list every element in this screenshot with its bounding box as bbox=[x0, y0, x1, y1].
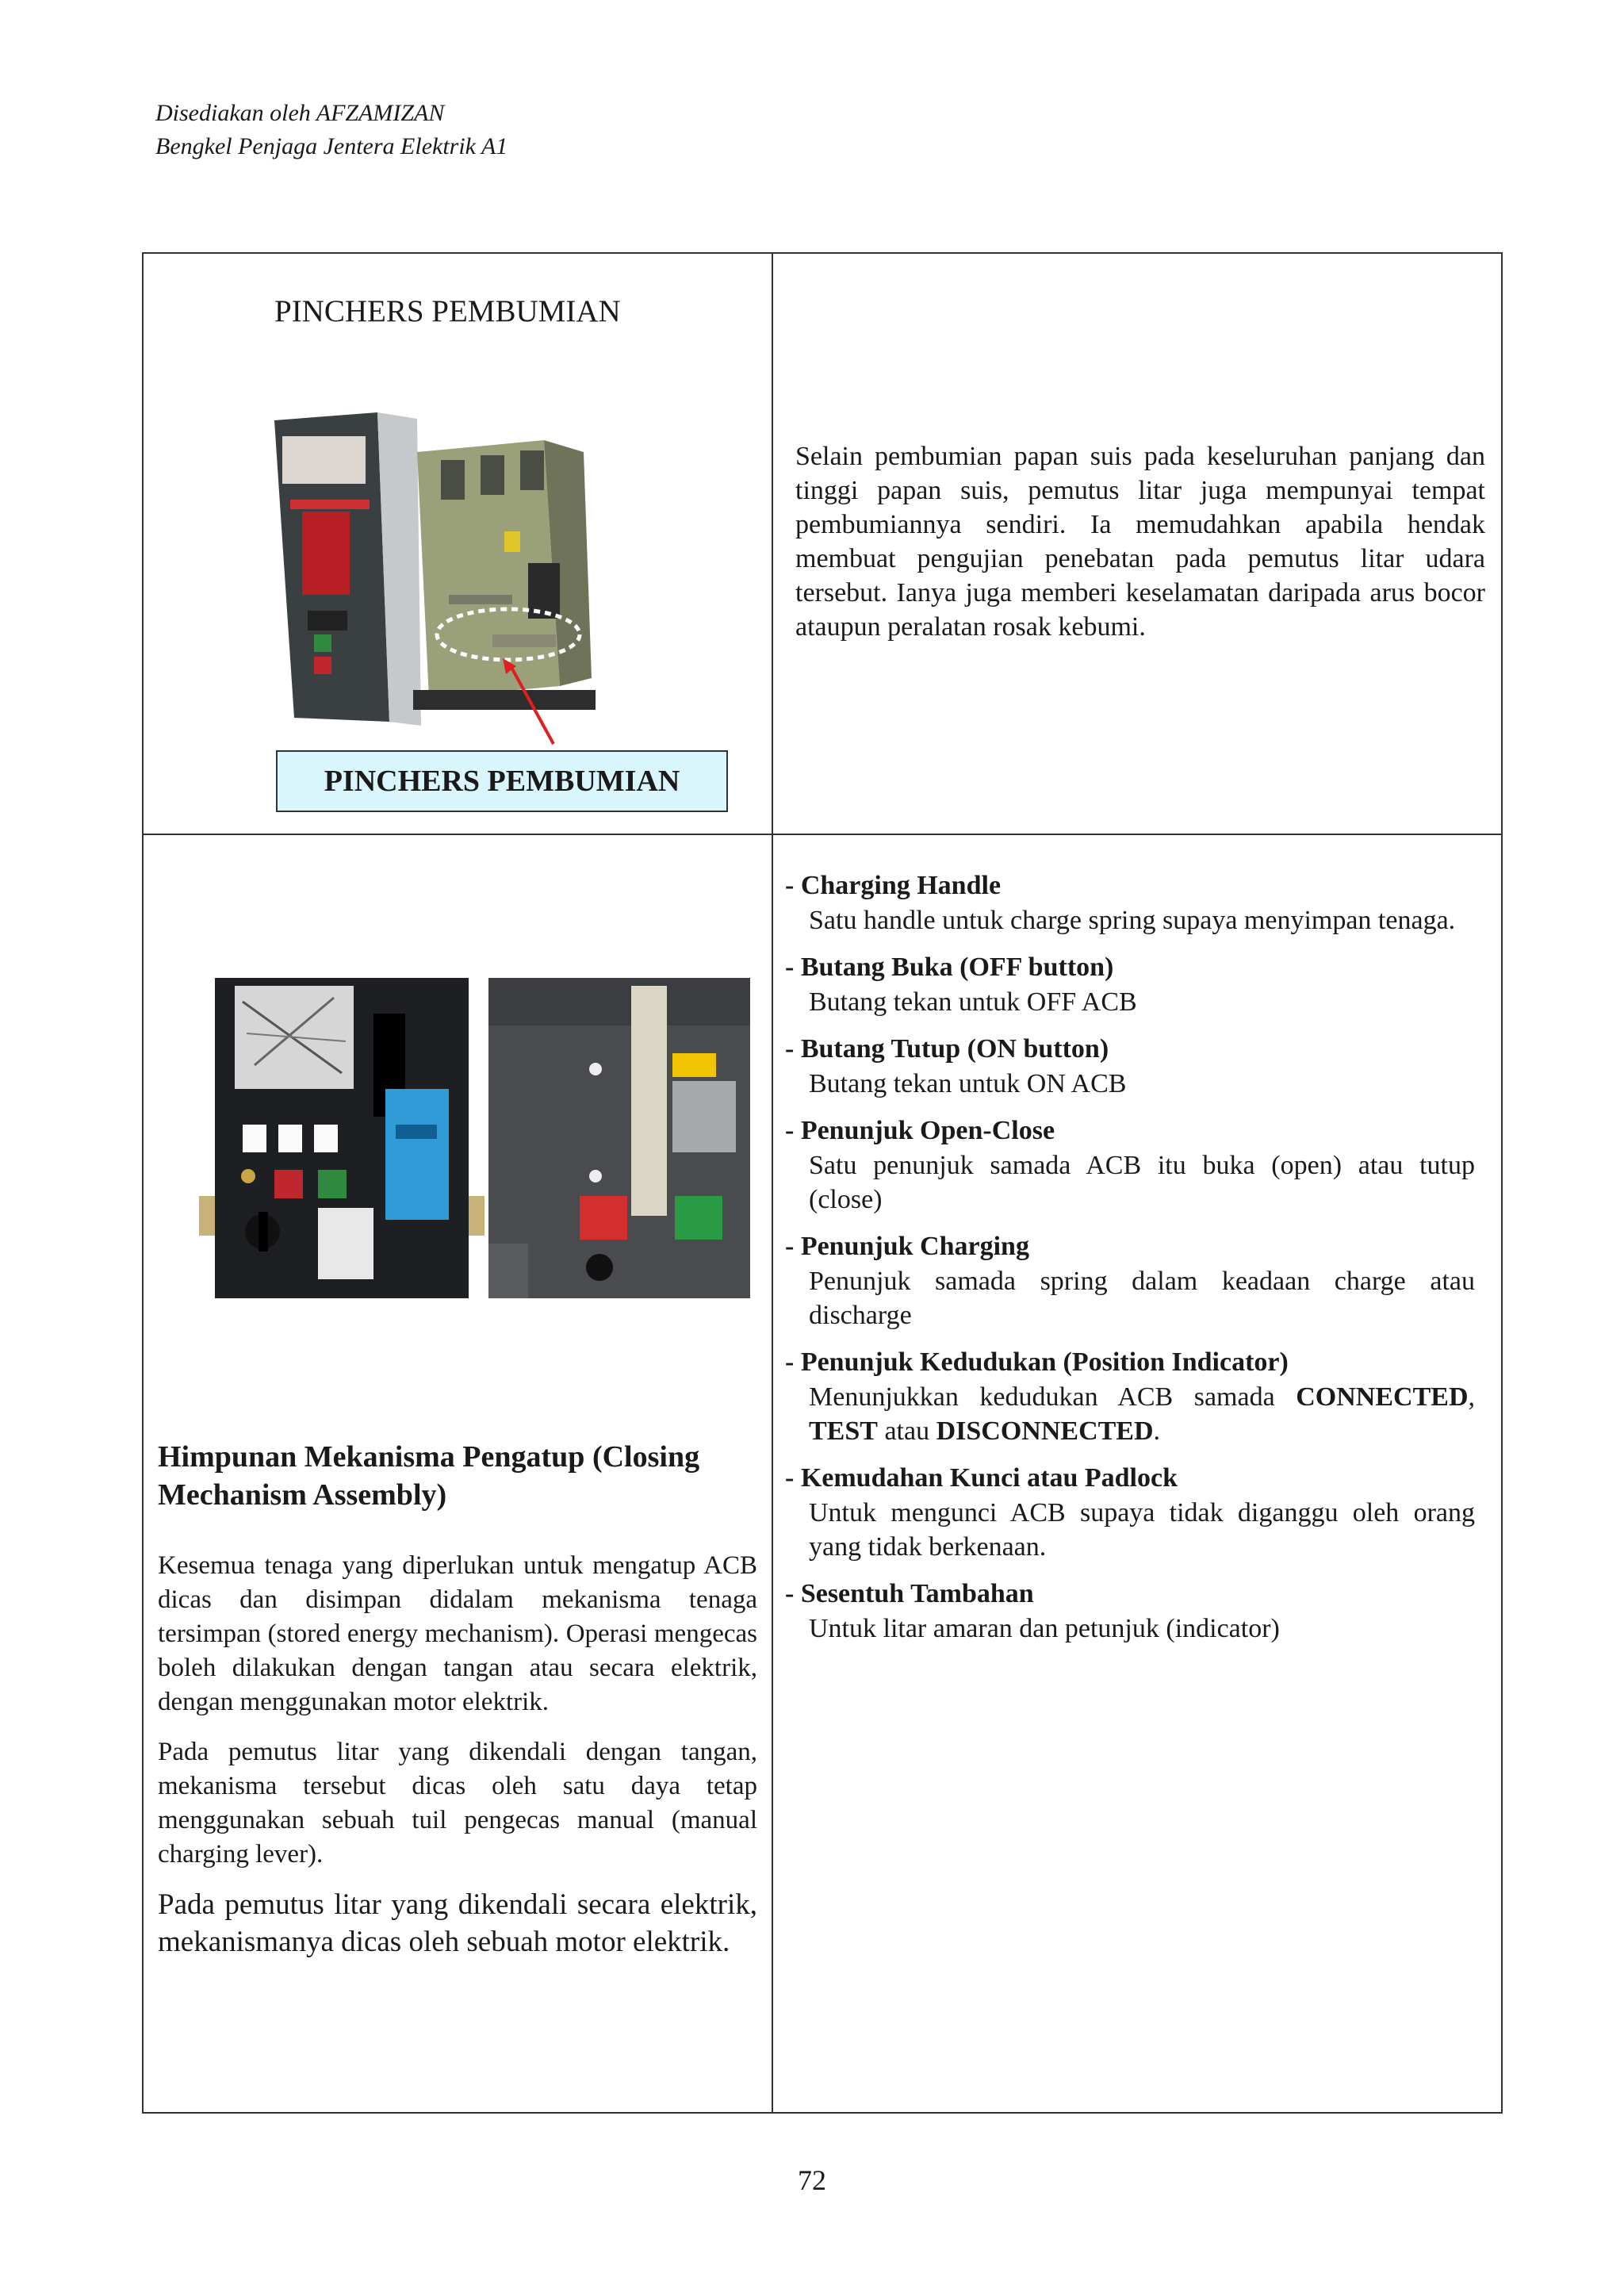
list-item bbox=[785, 950, 1475, 1019]
item-title: - Penunjuk Kedudukan (Position Indicator) bbox=[785, 1347, 1289, 1377]
acb-control-closeup-photo bbox=[488, 978, 750, 1298]
acb-grounding-photo bbox=[251, 404, 726, 760]
list-item bbox=[785, 1114, 1475, 1217]
item-description: Penunjuk samada spring dalam keadaan charge atau discharge bbox=[809, 1267, 1475, 1330]
item-description: Untuk litar amaran dan petunjuk (indicator) bbox=[809, 1614, 1280, 1643]
item-description: Satu penunjuk samada ACB itu buka (open) atau tutup (close) bbox=[809, 1151, 1475, 1214]
item-title: - Sesentuh Tambahan bbox=[785, 1579, 1034, 1608]
item-title: - Butang Buka (OFF button) bbox=[785, 953, 1114, 982]
mechanism-image-cell bbox=[143, 834, 772, 2113]
mechanism-paragraph-2: Pada pemutus litar yang dikendali dengan tangan, mekanisma tersebut dicas oleh satu daya tetap menggunakan sebuah tuil pengecas manual (manual charging lever). bbox=[158, 1738, 757, 1869]
list-item bbox=[785, 1461, 1475, 1564]
content-table bbox=[142, 252, 1503, 2114]
pinchers-label: PINCHERS PEMBUMIAN bbox=[276, 750, 728, 812]
list-item bbox=[785, 1229, 1475, 1332]
list-item bbox=[785, 1345, 1475, 1448]
component-list-cell bbox=[772, 834, 1502, 2113]
item-title: - Penunjuk Open-Close bbox=[785, 1116, 1055, 1145]
pinchers-description: Selain pembumian papan suis pada keseluruhan panjang dan tinggi papan suis, pemutus litar juga mempunyai tempat pembumiannya sendiri. Ia memudahkan apabila hendak membuat pengujian penebatan pada pemutus litar udara tersebut. Ianya juga memberi keselamatan daripada arus bocor ataupun peralatan rosak kebumi. bbox=[795, 442, 1485, 642]
item-title: - Penunjuk Charging bbox=[785, 1232, 1029, 1261]
position-text: Menunjukkan kedudukan ACB samada bbox=[809, 1382, 1297, 1412]
item-title: - Kemudahan Kunci atau Padlock bbox=[785, 1463, 1178, 1493]
pinchers-image-cell bbox=[143, 253, 772, 834]
list-item bbox=[785, 1577, 1475, 1646]
pinchers-text-cell bbox=[772, 253, 1502, 834]
item-description bbox=[785, 1380, 1475, 1448]
page-header bbox=[155, 97, 508, 163]
table-row bbox=[143, 834, 1502, 2113]
position-suffix: . bbox=[1153, 1416, 1161, 1446]
acb-front-panel-photo bbox=[199, 978, 485, 1298]
mechanism-heading: Himpunan Mekanisma Pengatup (Closing Mechanism Assembly) bbox=[158, 1440, 700, 1512]
list-item bbox=[785, 1032, 1475, 1101]
position-separator: , bbox=[1468, 1382, 1475, 1412]
mechanism-paragraph-1: Kesemua tenaga yang diperlukan untuk mengatup ACB dicas dan disimpan didalam mekanisma tenaga tersimpan (stored energy mechanism). Operasi mengecas boleh dilakukan dengan tangan atau secara elektrik, dengan menggunakan motor elektrik. bbox=[158, 1551, 757, 1716]
item-description: Satu handle untuk charge spring supaya menyimpan tenaga. bbox=[809, 906, 1456, 935]
component-list bbox=[785, 868, 1475, 1658]
table-row bbox=[143, 253, 1502, 834]
page-number: 72 bbox=[798, 2164, 826, 2196]
item-description: Butang tekan untuk ON ACB bbox=[809, 1069, 1127, 1098]
position-connected: CONNECTED bbox=[1296, 1382, 1469, 1412]
list-item bbox=[785, 868, 1475, 937]
position-separator: atau bbox=[877, 1416, 936, 1446]
position-test: TEST bbox=[809, 1416, 878, 1446]
item-title: - Charging Handle bbox=[785, 871, 1002, 900]
item-description: Untuk mengunci ACB supaya tidak diganggu oleh orang yang tidak berkenaan. bbox=[809, 1498, 1475, 1562]
header-workshop: Bengkel Penjaga Jentera Elektrik A1 bbox=[155, 133, 508, 159]
section-title: PINCHERS PEMBUMIAN bbox=[274, 294, 621, 328]
item-title: - Butang Tutup (ON button) bbox=[785, 1034, 1109, 1064]
header-author: Disediakan oleh AFZAMIZAN bbox=[155, 100, 445, 126]
mechanism-paragraph-3: Pada pemutus litar yang dikendali secara elektrik, mekanismanya dicas oleh sebuah motor elektrik. bbox=[158, 1888, 757, 1958]
item-description: Butang tekan untuk OFF ACB bbox=[809, 987, 1137, 1017]
position-disconnected: DISCONNECTED bbox=[936, 1416, 1154, 1446]
